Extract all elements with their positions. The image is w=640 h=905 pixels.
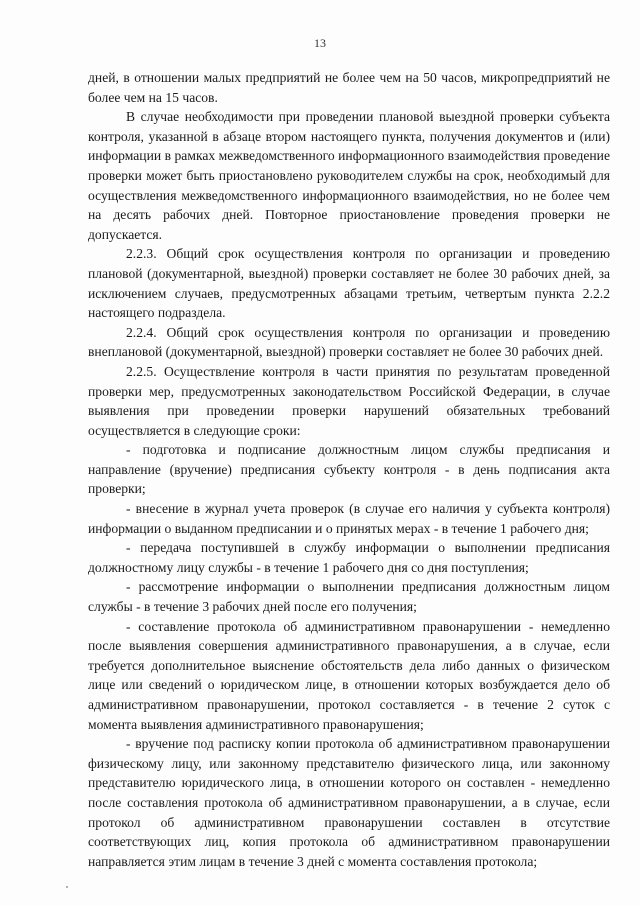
paragraph-2-2-5: 2.2.5. Осуществление контроля в части принятия по результатам проведенной проверки мер, предусмотренных законодательством Российской Федерации, в случае выявления при проведении проверки нарушений обязательных требований осуществляется в следующие сроки:: [88, 363, 610, 438]
page-number: 13: [314, 36, 326, 50]
paragraph-suspension: В случае необходимости при проведении плановой выездной проверки субъекта контроля, указанной в абзаце втором настоящего пункта, получения документов и (или) информации в рамках межведомственного информационного взаимодействия проведение проверки может быть приостановлено руководителем службы на срок, необходимый для осуществления межведомственного информационного взаимодействия, но не более чем на десять рабочих дней. Повторное приостановление проведения проверки не допускается.: [88, 109, 610, 242]
paragraph-2-2-3: 2.2.3. Общий срок осуществления контроля по организации и проведению плановой (документарной, выездной) проверки составляет не более 30 рабочих дней, за исключением случаев, предусмотренных абзацами третьим, четвертым пункта 2.2.2 настоящего подраздела.: [88, 246, 610, 321]
list-item-delivery: - вручение под расписку копии протокола об административном правонарушении физическому лицу, или законному представителю физического лица, или законному представителю юридического лица, в отношении которого он составлен - немедленно после составления протокола об административном правонарушении, а в случае, если протокол об административном правонарушении составлен в отсутствие соответствующих лиц, копия протокола об административном правонарушении направляется этим лицам в течение 3 дней с момента составления протокола;: [88, 736, 610, 869]
list-item-prescription: - подготовка и подписание должностным лицом службы предписания и направление (вручение) предписания субъекту контроля - в день подписания акта проверки;: [88, 442, 610, 497]
list-item-transfer: - передача поступившей в службу информации о выполнении предписания должностному лицу службы - в течение 1 рабочего дня со дня поступления;: [88, 540, 610, 575]
list-item-journal: - внесение в журнал учета проверок (в случае его наличия у субъекта контроля) информации о выданном предписании и о принятых мерах - в течение 1 рабочего дня;: [88, 501, 610, 536]
list-item-protocol: - составление протокола об административном правонарушении - немедленно после выявления совершения административного правонарушения, а в случае, если требуется дополнительное выяснение обстоятельств дела либо данных о физическом лице или сведений о юридическом лице, в отношении которых возбуждается дело об административном правонарушении, протокол составляется - в течение 2 суток с момента выявления административного правонарушения;: [88, 618, 610, 732]
paragraph-2-2-4: 2.2.4. Общий срок осуществления контроля по организации и проведению внеплановой (документарной, выездной) проверки составляет не более 30 рабочих дней.: [88, 324, 610, 360]
list-item-review: - рассмотрение информации о выполнении предписания должностным лицом службы - в течение 3 рабочих дней после его получения;: [88, 579, 610, 615]
scan-artifact: [66, 886, 68, 888]
document-body: [88, 68, 610, 871]
paragraph-continuation: дней, в отношении малых предприятий не более чем на 50 часов, микропредприятий не более чем на 15 часов.: [88, 70, 610, 105]
